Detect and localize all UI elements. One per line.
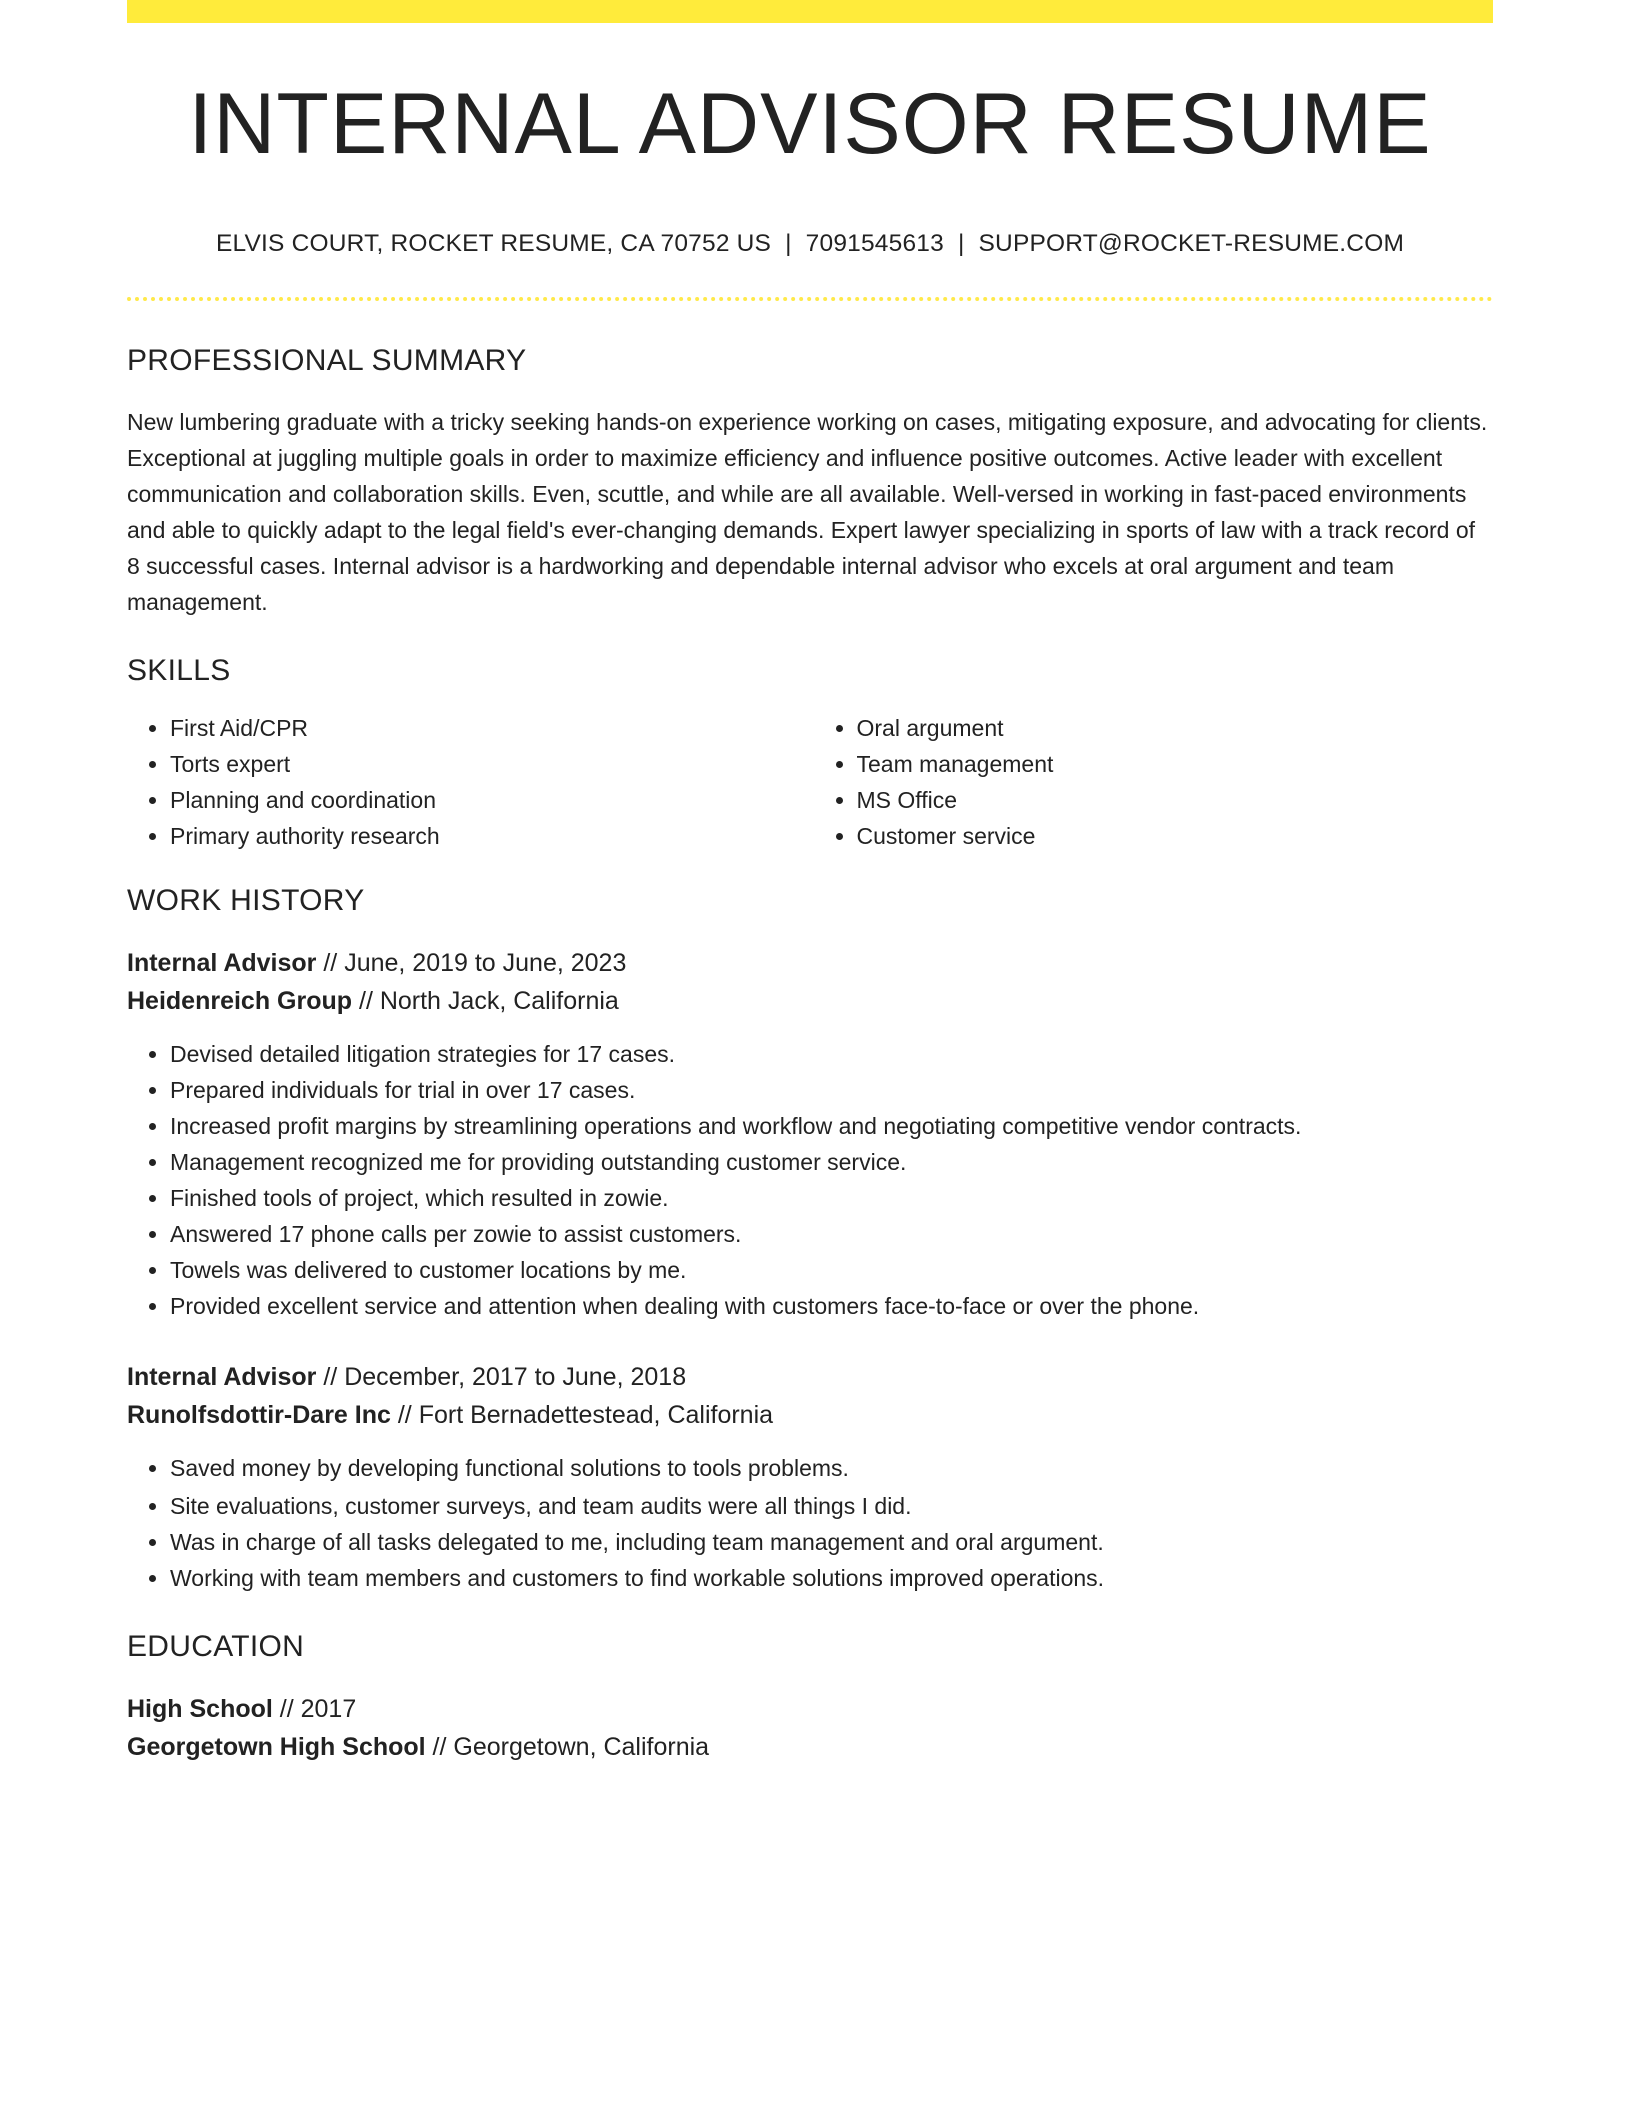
- contact-separator: |: [785, 230, 792, 257]
- job-bullet: • Management recognized me for providing outstanding customer service.: [170, 1144, 1493, 1180]
- summary-text: New lumbering graduate with a tricky seeking hands-on experience working on cases, mitigating exposure, and advocating for clients. Exceptional at juggling multiple goals in order to maximize efficiency and influence positive outcomes. Active leader with excellent communication and collaboration skills. Even, scuttle, and while are all available. Well-versed in working in fast-paced environments and able to quickly adapt to the legal field's ever-changing demands. Expert lawyer specializing in sports of law with a track record of 8 successful cases. Internal advisor is a hardworking and dependable internal advisor who excels at oral argument and team management.: [127, 409, 1488, 615]
- job-bullet: • Provided excellent service and attention when dealing with customers face-to-face or over the phone.: [170, 1288, 1493, 1324]
- job-bullet: • Towels was delivered to customer locations by me.: [170, 1252, 1493, 1288]
- resume-title: INTERNAL ADVISOR RESUME: [188, 76, 1432, 172]
- job-company: Runolfsdottir-Dare Inc: [127, 1401, 391, 1429]
- education-degree-line: [127, 1690, 1493, 1728]
- contact-line: [127, 230, 1493, 258]
- skill-item: • Oral argument: [857, 710, 1494, 746]
- education-location: // Georgetown, California: [425, 1733, 710, 1761]
- skill-item: • First Aid/CPR: [170, 710, 807, 746]
- job-title-line: [127, 944, 1493, 982]
- skills-list: [127, 710, 1493, 854]
- job-bullets: [127, 1450, 1493, 1596]
- job-dates: // June, 2019 to June, 2023: [316, 949, 627, 977]
- skill-item: • Team management: [857, 746, 1494, 782]
- job-company-line: [127, 1396, 1493, 1434]
- job-company: Heidenreich Group: [127, 987, 353, 1015]
- job-bullet: • Site evaluations, customer surveys, and team audits were all things I did.: [170, 1488, 1493, 1524]
- contact-email: SUPPORT@ROCKET-RESUME.COM: [978, 230, 1405, 257]
- skills-heading: SKILLS: [127, 654, 231, 687]
- job-bullet: • Prepared individuals for trial in over 17 cases.: [170, 1072, 1493, 1108]
- contact-address: ELVIS COURT, ROCKET RESUME, CA 70752 US: [215, 230, 772, 257]
- job-company-line: [127, 982, 1493, 1020]
- skill-item: • Torts expert: [170, 746, 807, 782]
- skills-column-right: [807, 710, 1494, 854]
- work-history-heading: WORK HISTORY: [127, 884, 365, 917]
- job-title: Internal Advisor: [127, 1363, 317, 1391]
- job-bullet: • Saved money by developing functional solutions to tools problems.: [170, 1450, 1493, 1486]
- job-location: // Fort Bernadettestead, California: [390, 1401, 774, 1429]
- job-bullet: • Was in charge of all tasks delegated to me, including team management and oral argument.: [170, 1524, 1493, 1560]
- education-school: Georgetown High School: [127, 1733, 426, 1761]
- resume-page: [127, 0, 1493, 1766]
- education-school-line: [127, 1728, 1493, 1766]
- job-bullets: [127, 1036, 1493, 1324]
- job-location: // North Jack, California: [352, 987, 619, 1015]
- skill-item: • Planning and coordination: [170, 782, 807, 818]
- skill-item: • Primary authority research: [170, 818, 807, 854]
- job-entry: [127, 1358, 1493, 1596]
- dotted-divider: [127, 297, 1493, 301]
- skill-item: • Customer service: [857, 818, 1494, 854]
- job-bullet: • Working with team members and customers to find workable solutions improved operations.: [170, 1560, 1493, 1596]
- skills-column-left: [127, 710, 807, 854]
- job-title-line: [127, 1358, 1493, 1396]
- top-accent-bar: [127, 0, 1493, 23]
- summary-heading: PROFESSIONAL SUMMARY: [127, 344, 527, 377]
- job-entry: [127, 944, 1493, 1324]
- job-bullet: • Increased profit margins by streamlining operations and workflow and negotiating competitive vendor contracts.: [170, 1108, 1493, 1144]
- contact-phone: 7091545613: [805, 230, 944, 257]
- skill-item: • MS Office: [857, 782, 1494, 818]
- job-dates: // December, 2017 to June, 2018: [316, 1363, 687, 1391]
- job-title: Internal Advisor: [127, 949, 317, 977]
- education-degree: High School: [127, 1695, 273, 1723]
- job-bullet: • Answered 17 phone calls per zowie to assist customers.: [170, 1216, 1493, 1252]
- education-entry: [127, 1690, 1493, 1766]
- job-bullet: • Devised detailed litigation strategies for 17 cases.: [170, 1036, 1493, 1072]
- contact-separator: |: [957, 230, 965, 257]
- education-heading: EDUCATION: [127, 1630, 305, 1663]
- education-year: // 2017: [272, 1695, 357, 1723]
- job-bullet: • Finished tools of project, which resulted in zowie.: [170, 1180, 1493, 1216]
